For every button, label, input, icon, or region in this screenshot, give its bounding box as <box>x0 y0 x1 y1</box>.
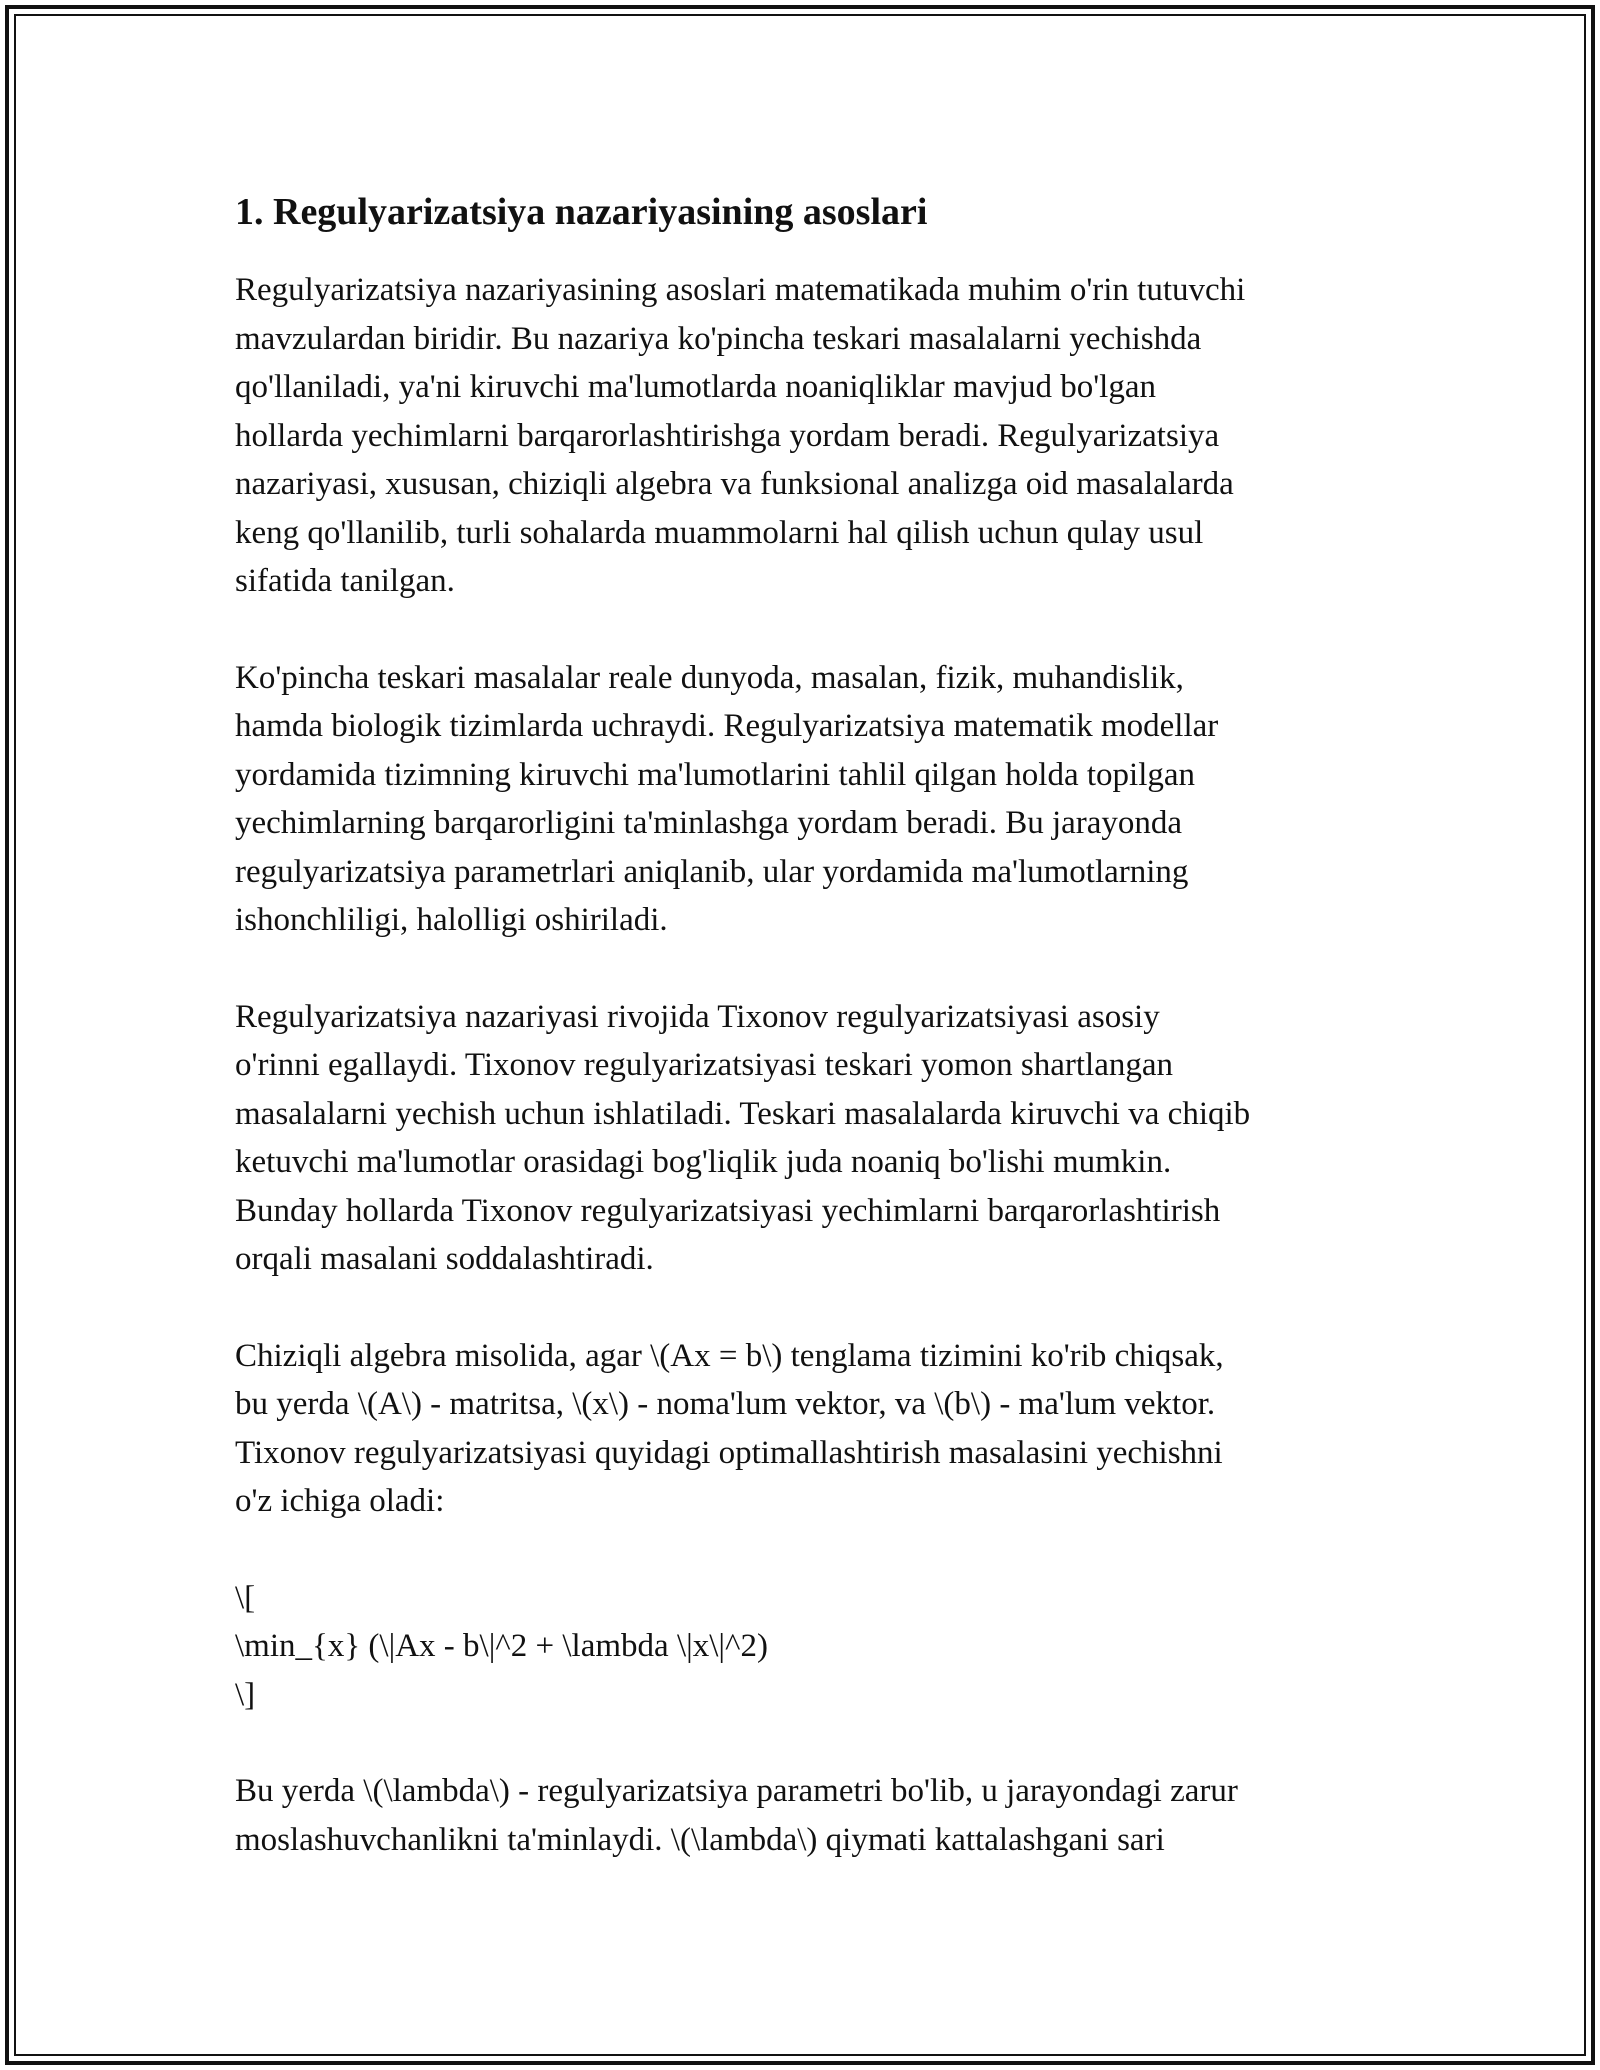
paragraph-lambda: Bu yerda \(\lambda\) - regulyarizatsiya parametri bo'lib, u jarayondagi zarur moslashuvchanlikni ta'minlaydi. \(\lambda\) qiymati kattalashgani sari <box>235 1773 1238 1858</box>
paragraph-inverse-problems: Ko'pincha teskari masalalar reale dunyoda, masalan, fizik, muhandislik, hamda biologik tizimlarda uchraydi. Regulyarizatsiya matematik modellar yordamida tizimning kiruvchi ma'lumotlarini tahlil qilgan holda topilgan yechimlarning barqarorligini ta'minlashga yordam beradi. Bu jarayonda regulyarizatsiya parametrlari aniqlanib, ular yordamida ma'lumotlarning ishonchliligi, halolligi oshiriladi. <box>235 659 1219 938</box>
paragraph-intro: Regulyarizatsiya nazariyasining asoslari matematikada muhim o'rin tutuvchi mavzulardan biridir. Bu nazariya ko'pincha teskari masalalarni yechishda qo'llaniladi, ya'ni kiruvchi ma'lumotlarda noaniqliklar mavjud bo'lgan hollarda yechimlarni barqarorlashtirishga yordam beradi. Regulyarizatsiya nazariyasi, xususan, chiziqli algebra va funksional analizga oid masalalarda keng qo'llanilib, turli sohalarda muammolarni hal qilish uchun qulay usul sifatida tanilgan. <box>235 272 1246 599</box>
formula-block: \[ \min_{x} (\|Ax - b\|^2 + \lambda \|x\|^2) \] <box>235 1579 768 1713</box>
section-heading: 1. Regulyarizatsiya nazariyasining asoslari <box>235 191 928 233</box>
document-body <box>235 186 1375 1912</box>
paragraph-tikhonov: Regulyarizatsiya nazariyasi rivojida Tixonov regulyarizatsiyasi asosiy o'rinni egallaydi. Tixonov regulyarizatsiyasi teskari yomon shartlangan masalalarni yechish uchun ishlatiladi. Teskari masalalarda kiruvchi va chiqib ketuvchi ma'lumotlar orasidagi bog'liqlik juda noaniq bo'lishi mumkin. Bunday hollarda Tixonov regulyarizatsiyasi yechimlarni barqarorlashtirish orqali masalani soddalashtiradi. <box>235 998 1251 1277</box>
paragraph-linear-algebra: Chiziqli algebra misolida, agar \(Ax = b\) tenglama tizimini ko'rib chiqsak, bu yerda \(A\) - matritsa, \(x\) - noma'lum vektor, va \(b\) - ma'lum vektor. Tixonov regulyarizatsiyasi quyidagi optimallashtirish masalasini yechishni o'z ichiga oladi: <box>235 1337 1224 1519</box>
